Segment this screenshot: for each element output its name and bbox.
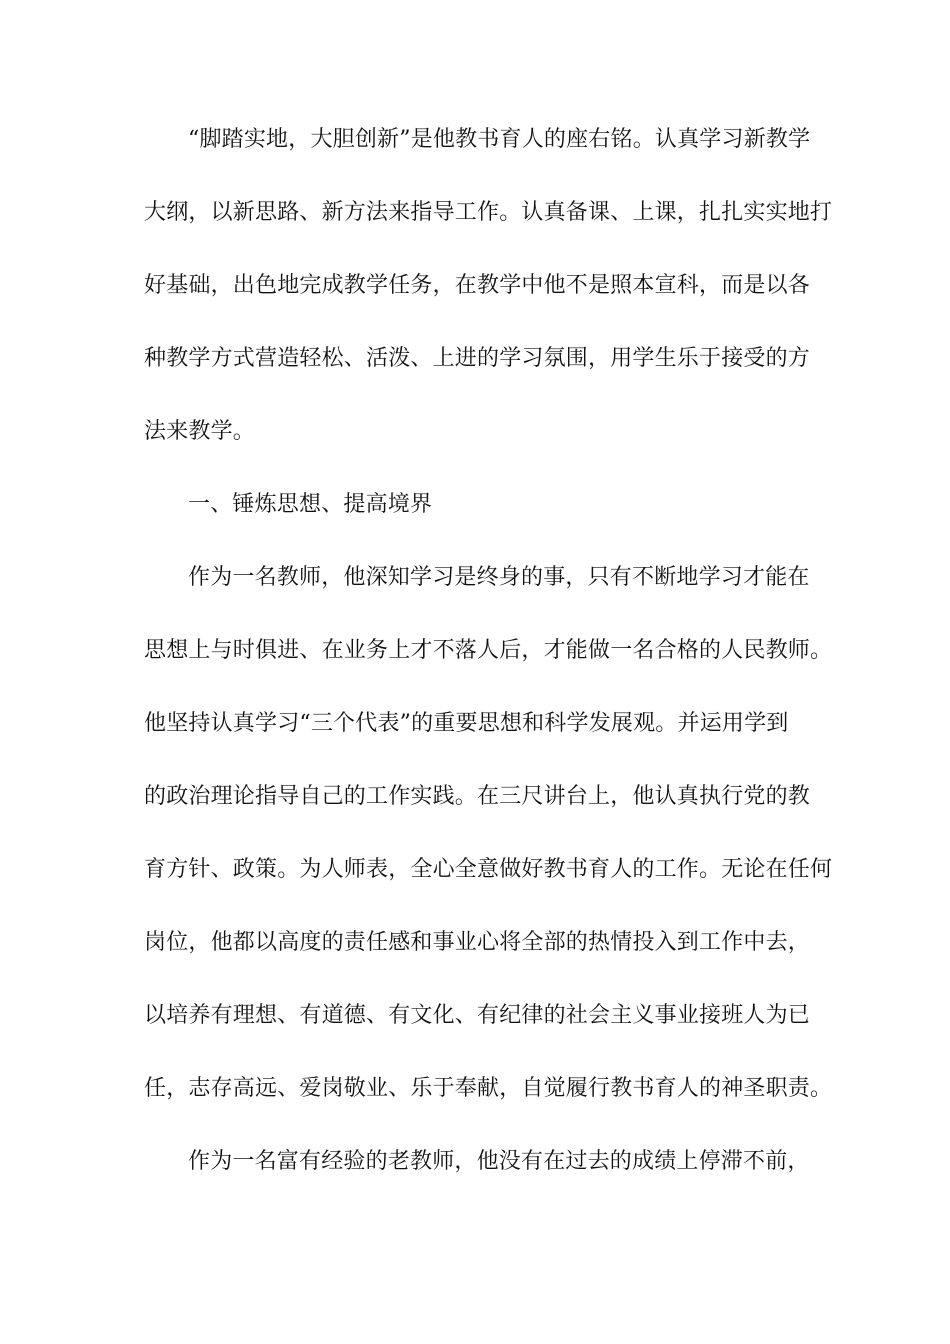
text-line: 种教学方式营造轻松、活泼、上进的学习氛围，用学生乐于接受的方 [144, 346, 811, 371]
text-line: 思想上与时俱进、在业务上才不落人后，才能做一名合格的人民教师。 [144, 638, 833, 663]
text-line: 的政治理论指导自己的工作实践。在三尺讲台上，他认真执行党的教 [144, 784, 811, 809]
section-heading: 一、锤炼思想、提高境界 [188, 492, 433, 517]
text-line: 作为一名教师，他深知学习是终身的事，只有不断地学习才能在 [188, 565, 810, 590]
text-line: 任，志存高远、爱岗敬业、乐于奉献，自觉履行教书育人的神圣职责。 [144, 1076, 833, 1101]
text-line: 以培养有理想、有道德、有文化、有纪律的社会主义事业接班人为已 [144, 1003, 811, 1028]
text-line: 大纲，以新思路、新方法来指导工作。认真备课、上课，扎扎实实地打 [144, 200, 833, 225]
text-line: 法来教学。 [144, 419, 256, 444]
text-line: 岗位，他都以高度的责任感和事业心将全部的热情投入到工作中去， [144, 930, 811, 955]
text-line: 他坚持认真学习“三个代表”的重要思想和科学发展观。并运用学到 [144, 711, 789, 736]
text-line: 作为一名富有经验的老教师，他没有在过去的成绩上停滞不前， [188, 1149, 810, 1174]
text-line: 好基础，出色地完成教学任务，在教学中他不是照本宣科，而是以各 [144, 273, 811, 298]
text-line: 育方针、政策。为人师表，全心全意做好教书育人的工作。无论在任何 [144, 857, 833, 882]
text-line: “脚踏实地，大胆创新”是他教书育人的座右铭。认真学习新教学 [188, 127, 811, 152]
